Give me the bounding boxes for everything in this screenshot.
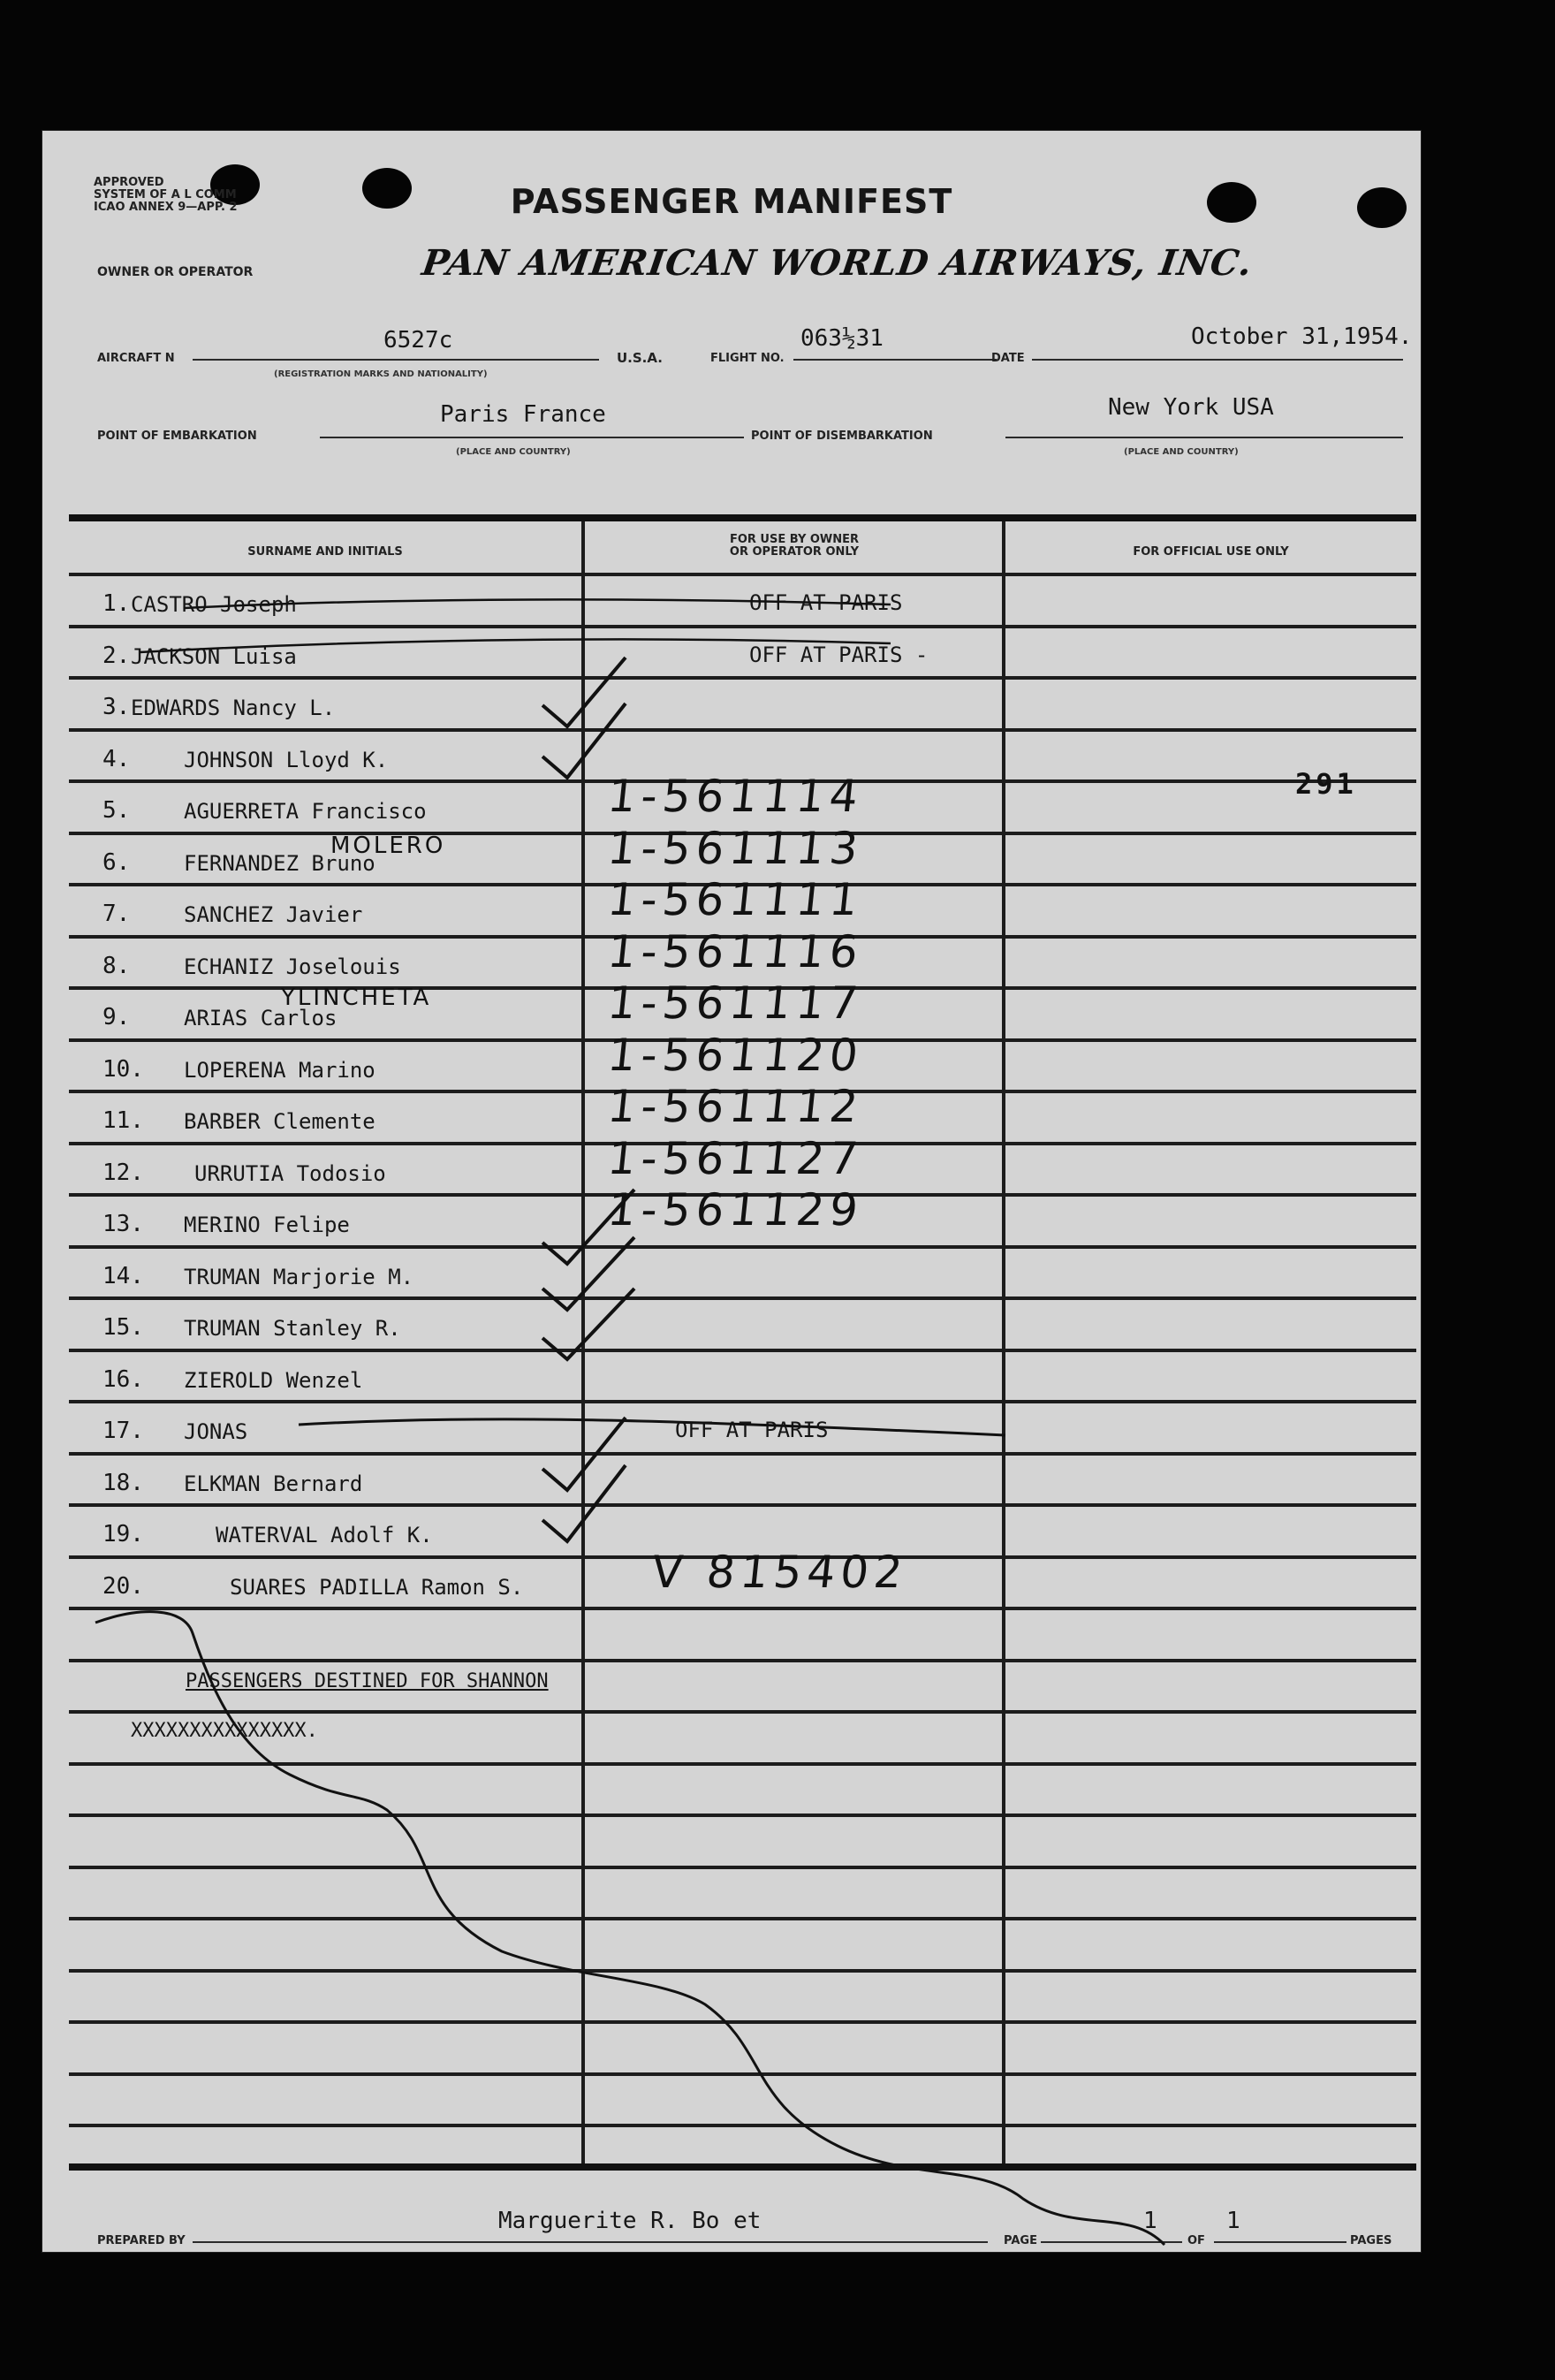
- passenger-name: TRUMAN Marjorie M.: [184, 1265, 414, 1289]
- row-number: 16.: [102, 1366, 144, 1393]
- ticket-number: 1-561117: [604, 977, 866, 1029]
- owner-note: OFF AT PARIS: [749, 590, 903, 615]
- row-number: 14.: [102, 1263, 144, 1289]
- passenger-name: WATERVAL Adolf K.: [216, 1523, 433, 1547]
- flight-label: FLIGHT NO.: [710, 352, 785, 365]
- row-number: 7.: [102, 901, 131, 927]
- flight-value: 063½31: [800, 325, 884, 352]
- ticket-number: V 815402: [649, 1547, 911, 1598]
- row-number: 18.: [102, 1470, 144, 1496]
- strike-line: [184, 599, 891, 608]
- passenger-name: SUARES PADILLA Ramon S.: [230, 1575, 524, 1600]
- row-number: 15.: [102, 1314, 144, 1341]
- struck-out-entry: XXXXXXXXXXXXXXX.: [131, 1720, 318, 1742]
- row-number: 3.: [102, 694, 131, 720]
- ticket-number: 1-561111: [604, 874, 866, 925]
- embarkation-value: Paris France: [440, 401, 606, 428]
- row-number: 20.: [102, 1573, 144, 1600]
- passenger-name: SANCHEZ Javier: [184, 902, 363, 927]
- passenger-name: BARBER Clemente: [184, 1109, 375, 1134]
- passenger-name: URRUTIA Todosio: [194, 1161, 386, 1186]
- ticket-number: 1-561112: [604, 1081, 866, 1132]
- col-official-header: FOR OFFICIAL USE ONLY: [1133, 545, 1289, 559]
- disembark-sublabel: (PLACE AND COUNTRY): [1124, 447, 1239, 457]
- aircraft-value: 6527c: [383, 327, 453, 354]
- ticket-number: 1-561116: [604, 926, 866, 977]
- usa-label: U.S.A.: [617, 350, 663, 366]
- row-number: 13.: [102, 1211, 144, 1237]
- check-mark: [542, 658, 626, 726]
- passenger-name: JONAS: [184, 1419, 248, 1444]
- row-number: 12.: [102, 1160, 144, 1186]
- passenger-name: JOHNSON Lloyd K.: [184, 748, 389, 772]
- strike-line: [140, 639, 891, 652]
- check-mark: [542, 1237, 634, 1310]
- embarkation-label: POINT OF EMBARKATION: [97, 430, 257, 443]
- owner-note: OFF AT PARIS -: [749, 643, 929, 667]
- strike-line: [299, 1419, 1005, 1435]
- passenger-name: ELKMAN Bernard: [184, 1471, 363, 1496]
- approval-line: APPROVED: [94, 176, 164, 189]
- disembarkation-value: New York USA: [1108, 394, 1274, 421]
- embark-sublabel: (PLACE AND COUNTRY): [456, 447, 571, 457]
- ticket-number: 1-561120: [604, 1030, 866, 1081]
- ticket-number: 1-561129: [604, 1184, 866, 1236]
- aircraft-label: AIRCRAFT N: [97, 352, 175, 365]
- form-title: PASSENGER MANIFEST: [510, 182, 953, 221]
- col-owner-line: OR OPERATOR ONLY: [729, 545, 860, 559]
- passenger-name: CASTRO Joseph: [131, 592, 297, 617]
- signature-squiggle: [95, 1612, 1164, 2245]
- company-name: PAN AMERICAN WORLD AIRWAYS, INC.: [419, 242, 1255, 284]
- page-label: PAGE: [1004, 2234, 1037, 2247]
- ticket-number: 1-561114: [604, 771, 866, 822]
- row-number: 11.: [102, 1107, 144, 1134]
- owner-operator-label: OWNER OR OPERATOR: [97, 265, 254, 279]
- page-value: 1: [1143, 2208, 1157, 2234]
- of-value: 1: [1226, 2208, 1240, 2234]
- prepared-by-label: PREPARED BY: [97, 2234, 186, 2247]
- date-value: October 31,1954.: [1191, 323, 1413, 350]
- row-number: 17.: [102, 1418, 144, 1444]
- passenger-name: TRUMAN Stanley R.: [184, 1316, 401, 1341]
- prepared-by-value: Marguerite R. Bo et: [498, 2208, 762, 2234]
- row-number: 6.: [102, 849, 131, 876]
- registration-sublabel: (REGISTRATION MARKS AND NATIONALITY): [274, 369, 488, 379]
- col-surname-header: SURNAME AND INITIALS: [247, 545, 403, 559]
- passenger-name: ECHANIZ Joselouis: [184, 954, 401, 979]
- check-mark: [542, 1465, 626, 1541]
- official-use-mark: 291: [1295, 767, 1357, 801]
- row-number: 8.: [102, 953, 131, 979]
- passenger-name: LOPERENA Marino: [184, 1058, 375, 1083]
- approval-line: ICAO ANNEX 9—APP. 2: [94, 201, 238, 214]
- handwritten-insert-molero: MOLERO: [330, 833, 446, 859]
- ticket-number: 1-561127: [604, 1133, 866, 1184]
- passenger-name: EDWARDS Nancy L.: [131, 696, 336, 720]
- pen-marks: [42, 131, 1421, 2252]
- manifest-sheet: [42, 131, 1421, 2252]
- row-number: 9.: [102, 1004, 131, 1030]
- handwritten-insert-ylincheta: YLINCHETA: [281, 985, 432, 1011]
- approval-line: SYSTEM OF A L COMM: [94, 188, 237, 202]
- disembarkation-label: POINT OF DISEMBARKATION: [751, 430, 933, 443]
- passenger-name: ZIEROLD Wenzel: [184, 1368, 363, 1393]
- row-number: 1.: [102, 590, 131, 617]
- passenger-name: JACKSON Luisa: [131, 644, 297, 669]
- shannon-note: PASSENGERS DESTINED FOR SHANNON: [186, 1670, 549, 1692]
- of-label: OF: [1187, 2234, 1205, 2247]
- passenger-name: AGUERRETA Francisco: [184, 799, 427, 824]
- passenger-name: ARIAS Carlos: [184, 1006, 338, 1030]
- row-number: 2.: [102, 643, 131, 669]
- row-number: 4.: [102, 746, 131, 772]
- ticket-number: 1-561113: [604, 823, 866, 874]
- passenger-name: MERINO Felipe: [184, 1213, 350, 1237]
- passenger-name: FERNANDEZ Bruno: [184, 851, 375, 876]
- pages-label: PAGES: [1350, 2234, 1392, 2247]
- col-owner-line: FOR USE BY OWNER: [729, 533, 860, 546]
- row-number: 5.: [102, 797, 131, 824]
- date-label: DATE: [991, 352, 1025, 365]
- row-number: 19.: [102, 1521, 144, 1547]
- row-number: 10.: [102, 1056, 144, 1083]
- owner-note: OFF AT PARIS: [675, 1418, 829, 1442]
